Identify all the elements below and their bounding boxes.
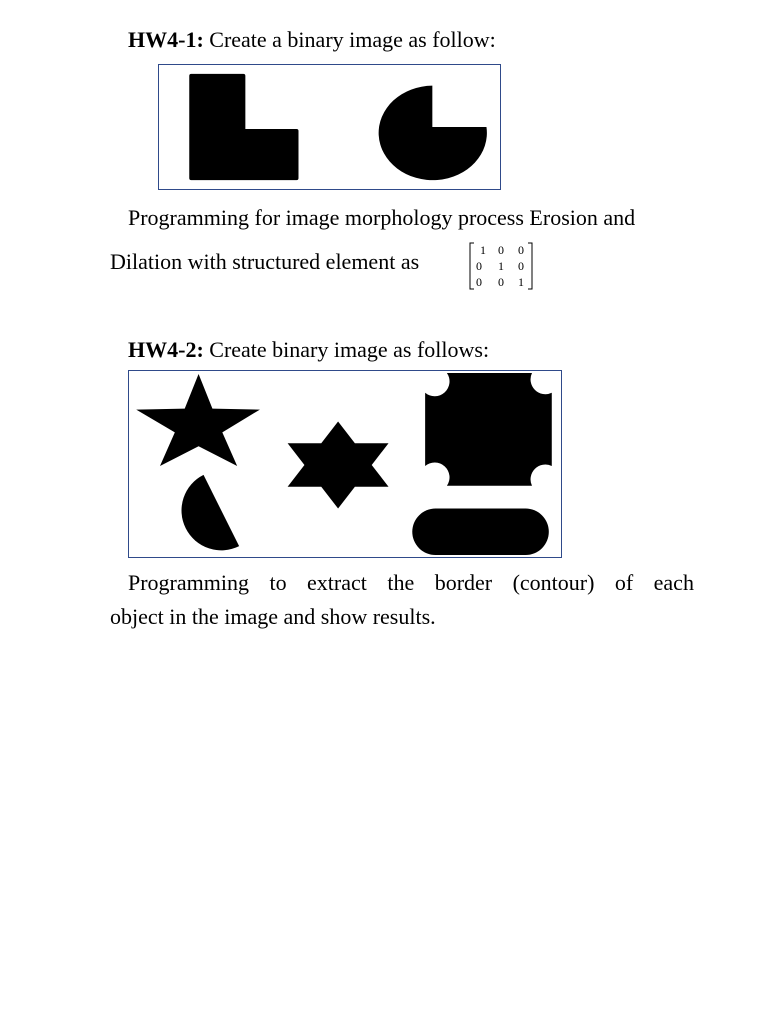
hw2-word: to [269, 570, 287, 595]
matrix-cell: 0 [476, 275, 482, 289]
hw2-heading [128, 337, 489, 363]
matrix-cell: 0 [518, 259, 524, 273]
hw1-title: Create a binary image as follow: [203, 27, 496, 52]
structuring-element-matrix [466, 242, 536, 290]
matrix-right-bracket [528, 243, 532, 289]
matrix-cell: 0 [498, 275, 504, 289]
hw2-word: each [653, 570, 694, 595]
hw2-figure-canvas [129, 371, 561, 557]
five-point-star-shape [136, 374, 260, 466]
hw2-word: Programming [128, 570, 249, 595]
matrix-left-bracket [470, 243, 474, 289]
hw2-paragraph-line1 [128, 570, 694, 596]
hw2-word: of [614, 570, 634, 595]
matrix-cell: 1 [498, 259, 504, 273]
matrix-cell: 0 [476, 259, 482, 273]
matrix-cell: 0 [498, 243, 504, 257]
capsule-shape [412, 509, 549, 555]
hw1-paragraph-line1: Programming for image morphology process Erosion and [128, 205, 636, 230]
hw2-paragraph-line2: object in the image and show results. [110, 604, 436, 629]
six-point-star-shape [288, 421, 389, 508]
l-shape [189, 74, 298, 180]
pacman-shape [379, 86, 487, 180]
matrix-cell: 1 [518, 275, 524, 289]
hw2-label: HW4-2: [128, 337, 204, 362]
hw2-word: the [387, 570, 415, 595]
matrix-cell: 1 [480, 243, 486, 257]
hw1-figure [158, 64, 501, 190]
rounded-notched-square-shape [425, 373, 552, 486]
hw2-word: extract [307, 570, 367, 595]
half-circle-shape [182, 475, 240, 550]
hw2-title: Create binary image as follows: [203, 337, 490, 362]
hw2-figure [128, 370, 562, 558]
hw1-label: HW4-1: [128, 27, 204, 52]
matrix-cell: 0 [518, 243, 524, 257]
hw1-heading [128, 27, 496, 53]
hw1-figure-canvas [159, 65, 500, 189]
hw2-word: border [434, 570, 493, 595]
hw2-word: (contour) [512, 570, 595, 595]
hw1-paragraph-line2: Dilation with structured element as [110, 249, 420, 274]
